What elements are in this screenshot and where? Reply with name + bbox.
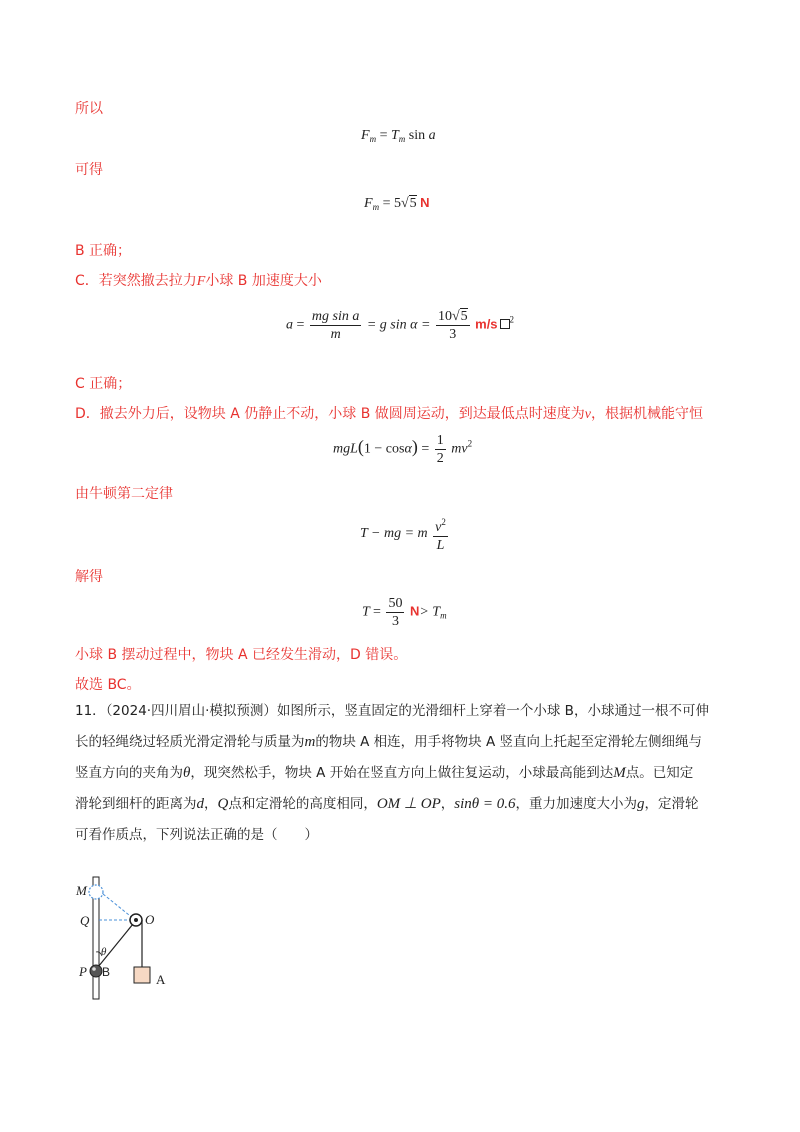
text-c-correct: C 正确；	[75, 376, 132, 392]
text-d-statement: D．撤去外力后，设物块 A 仍静止不动，小球 B 做圆周运动，到达最低点时速度为v，根据机械能守恒	[75, 406, 703, 422]
label-q: Q	[80, 913, 90, 928]
label-p: P	[79, 964, 87, 979]
pulley-figure	[70, 872, 190, 1002]
text-jiede: 解得	[75, 569, 103, 585]
equation-5: T − mg = m $\frac{v^2}{L}$	[360, 514, 450, 554]
question-11	[75, 696, 725, 851]
label-a: A	[156, 972, 166, 987]
equation-4: mgL(1 − cosα) = $\frac{1}{2}$ $mv^2$	[333, 433, 473, 466]
text-suoyi: 所以	[75, 101, 103, 117]
question-line-4: 滑轮到细杆的距离为d，Q点和定滑轮的高度相同，OM ⊥ OP，sinθ = 0.6，重力加速度大小为g，定滑轮	[75, 796, 699, 812]
text-newton: 由牛顿第二定律	[75, 486, 173, 502]
equation-3: a = $\frac{\text{mg sin a}}{m}$ = g sin α = $\frac{10√5}{3}$ m/s $^2$	[286, 309, 515, 342]
block-a	[134, 967, 150, 983]
question-line-2: 长的轻绳绕过轻质光滑定滑轮与质量为m的物块 A 相连，用手将物块 A 竖直向上托起至定滑轮左侧细绳与	[75, 734, 702, 750]
text-kede: 可得	[75, 162, 103, 178]
label-theta: θ	[101, 946, 107, 958]
label-m: M	[76, 883, 87, 898]
missing-glyph-icon	[500, 319, 510, 329]
dashed-line-om	[103, 894, 134, 919]
ball-b-icon	[90, 965, 102, 977]
text-b-correct: B 正确；	[75, 243, 132, 259]
equation-6: T = $\frac{50}{3}$ $N> T_m$	[362, 596, 447, 629]
question-source: （2024·四川眉山·模拟预测）	[105, 703, 277, 719]
question-line-1: 11．（2024·四川眉山·模拟预测）如图所示，竖直固定的光滑细杆上穿着一个小球 B，小球通过一根不可伸	[75, 703, 709, 719]
ball-highest-position-icon	[89, 885, 103, 899]
text-answer: 故选 BC。	[75, 677, 141, 693]
equation-2: $F_m = 5√5$ N	[364, 195, 430, 212]
text-c-statement: C．若突然撤去拉力F小球 B 加速度大小	[75, 273, 322, 289]
question-line-3: 竖直方向的夹角为θ，现突然松手，物块 A 开始在竖直方向上做往复运动，小球最高能到达M点。已知定	[75, 765, 694, 781]
question-number: 11．	[75, 703, 106, 719]
label-b: B	[102, 965, 111, 979]
equation-1: $F_m = T_m$ sin a	[361, 128, 436, 144]
question-line-5: 可看作质点，下列说法正确的是（ ）	[75, 827, 318, 843]
text-conclusion: 小球 B 摆动过程中，物块 A 已经发生滑动，D 错误。	[75, 647, 408, 663]
label-o: O	[145, 912, 155, 927]
